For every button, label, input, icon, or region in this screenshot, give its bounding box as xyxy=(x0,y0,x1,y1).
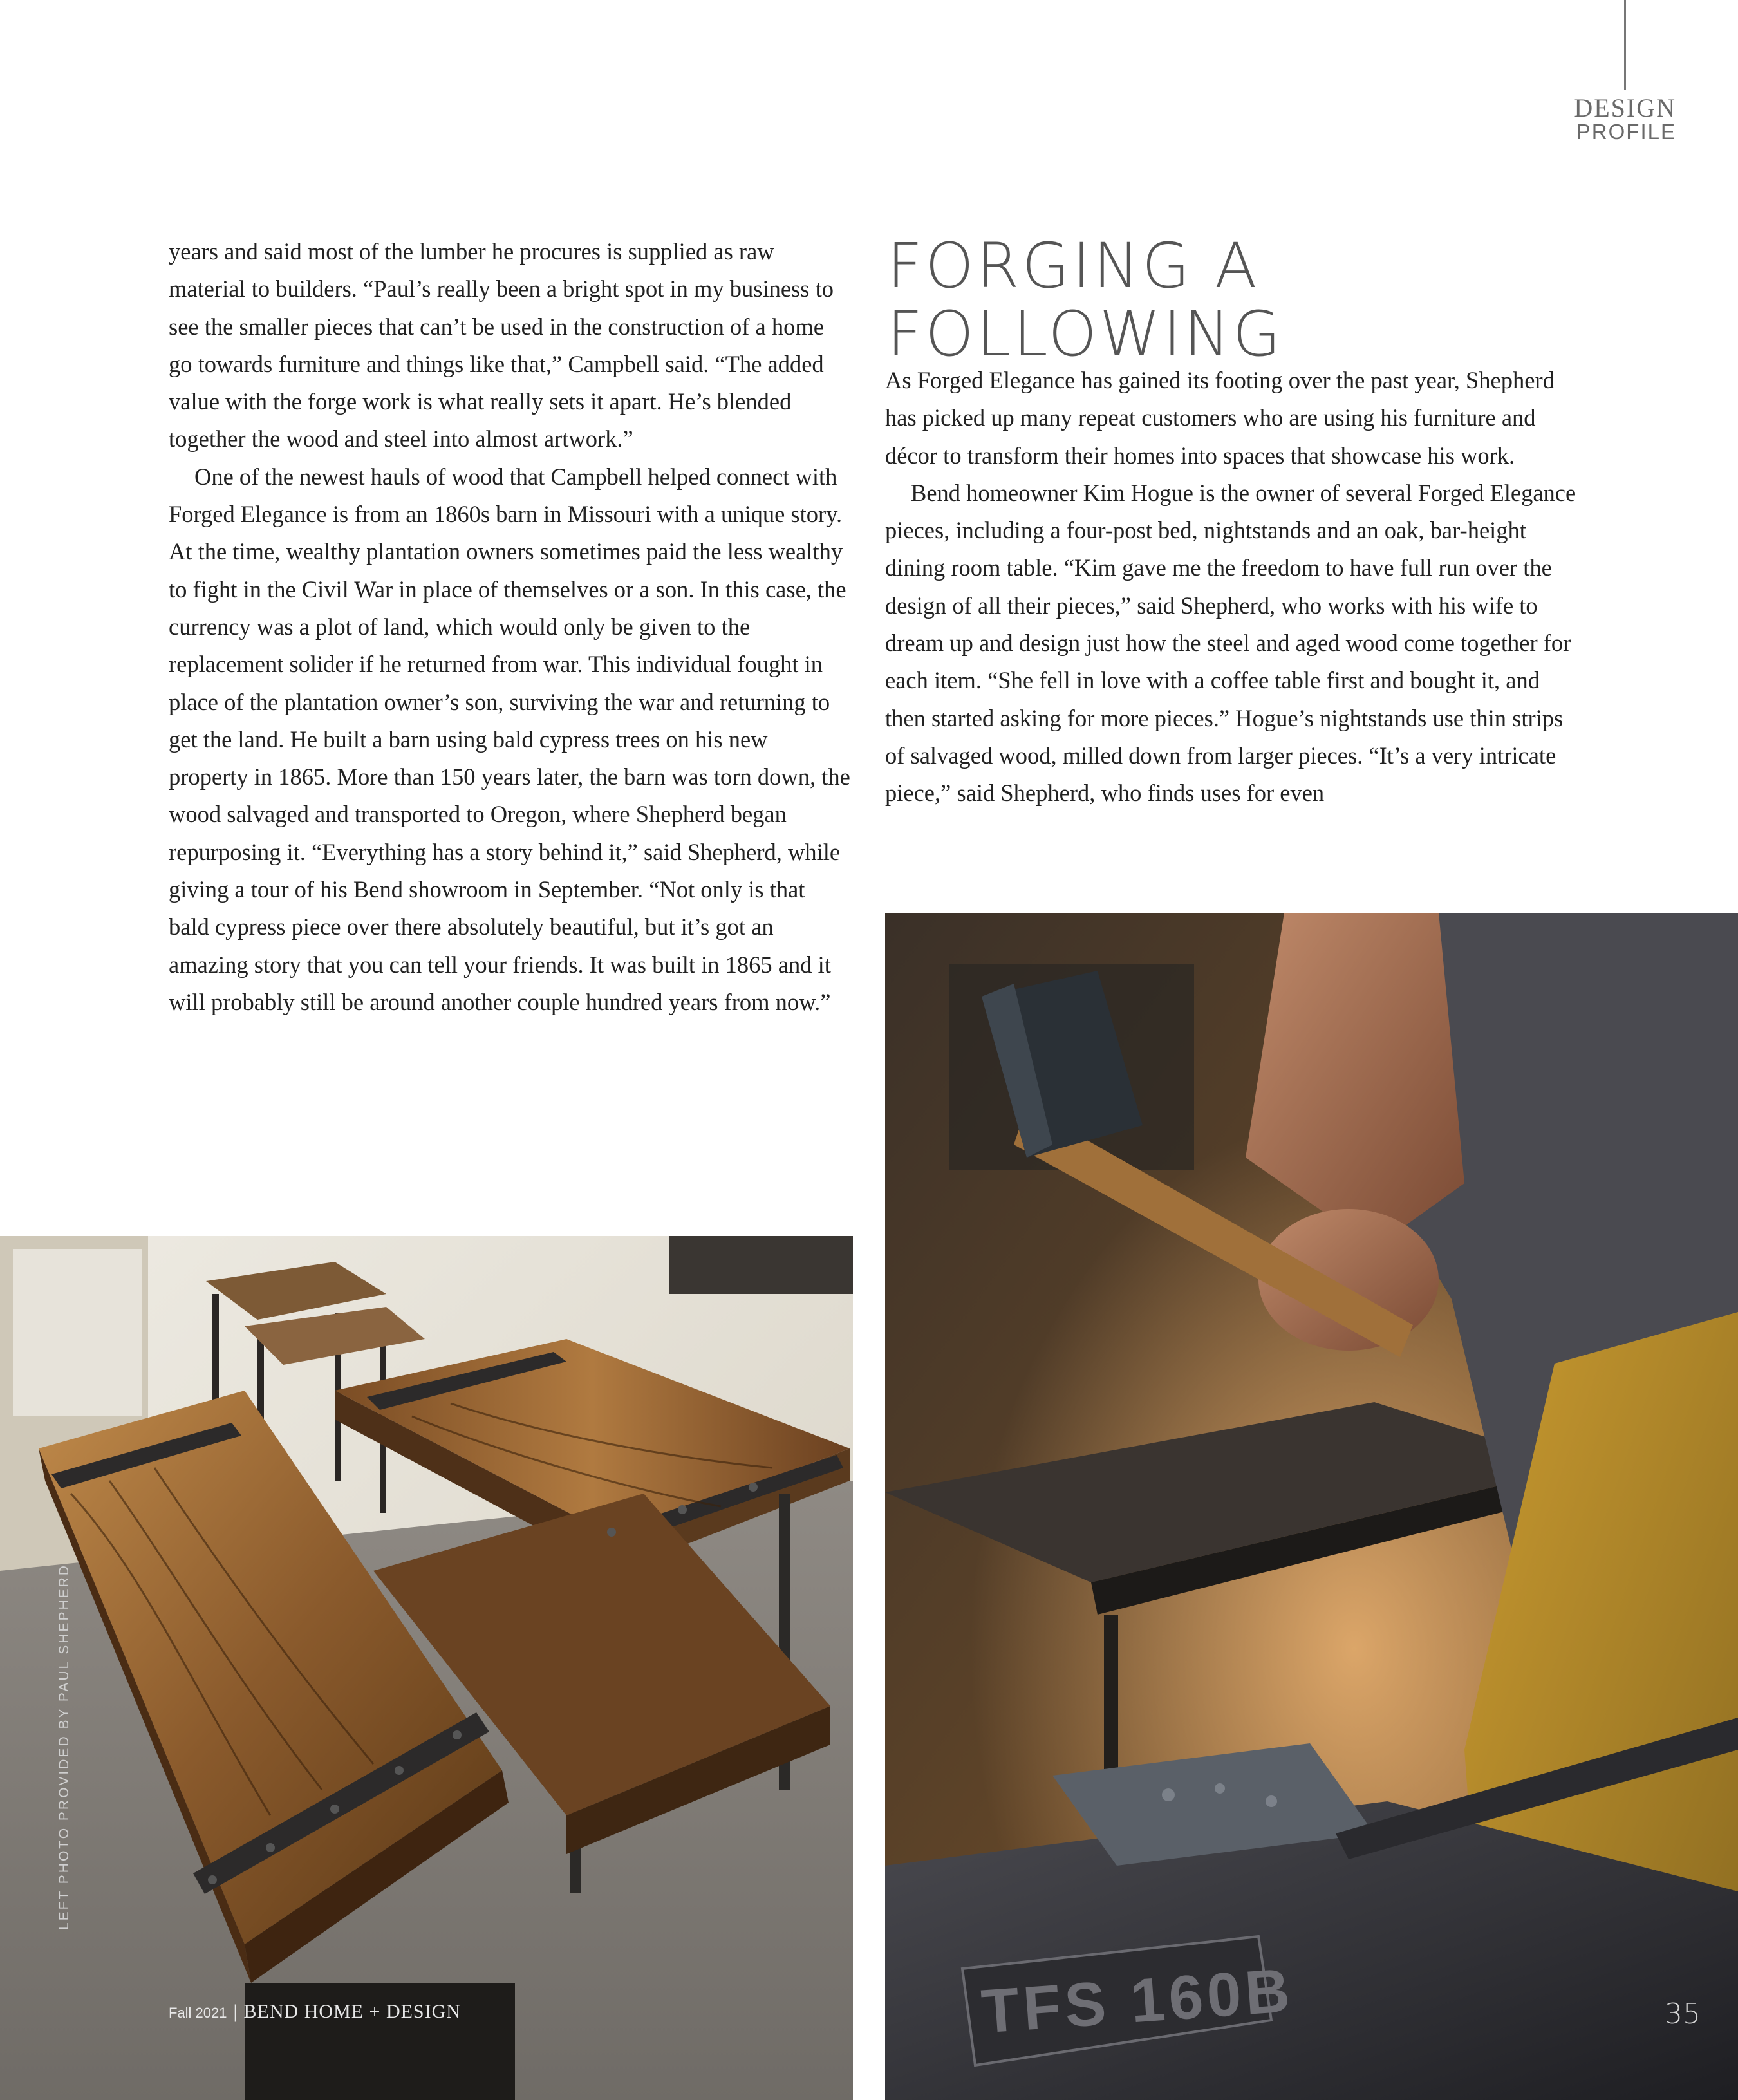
paragraph: One of the newest hauls of wood that Campbell helped connect with Forged Elegance is from an 1860s barn in Missouri with a unique story. At the time, wealthy plantation owners sometimes paid the less wealthy to fight in the Civil War in place of themselves or a son. In this case, the currency was a plot of land, which would only be given to the replacement solider if he returned from war. This individual fought in place of the plantation owner’s son, surviving the war and returning to get the land. He built a barn using bald cypress trees on his new property in 1865. More than 150 years later, the barn was torn down, the wood salvaged and transported to Oregon, where Shepherd began repurposing it. “Everything has a story behind it,” said Shepherd, while giving a tour of his Bend showroom in September. “Not only is that bald cypress piece over there absolutely beautiful, but it’s got an amazing story that you can tell your friends. It was built in 1865 and it will probably still be around another couple hundred years from now.” xyxy=(169,463,850,1015)
section-label xyxy=(1574,95,1676,142)
page-number: 35 xyxy=(1665,1998,1701,2030)
paragraph: Bend homeowner Kim Hogue is the owner of several Forged Elegance pieces, including a four-post bed, nightstands and an oak, bar-height dining room table. “Kim gave me the freedom to have full run over the design of all their pieces,” said Shepherd, who works with his wife to dream up and design just how the steel and aged wood come together for each item. “She fell in love with a coffee table first and bought it, and then started asking for more pieces.” Hogue’s nightstands use thin strips of salvaged wood, milled down from larger pieces. “It’s a very intricate piece,” said Shepherd, who finds uses for even xyxy=(885,479,1576,807)
issue-season: Fall 2021 xyxy=(169,2005,227,2021)
section-label-line2: PROFILE xyxy=(1576,120,1676,144)
right-text-column xyxy=(885,362,1577,812)
blacksmith-photo xyxy=(885,913,1738,2100)
paragraph: As Forged Elegance has gained its footing over the past year, Shepherd has picked up many repeat customers who are using his furniture and décor to transform their homes into spaces that showcase his work. xyxy=(885,367,1555,469)
anvil-marking: TFS 160B xyxy=(979,1955,1296,2047)
magazine-name: BEND HOME + DESIGN xyxy=(243,2001,461,2022)
section-headline xyxy=(887,232,1283,368)
furniture-photo xyxy=(0,1236,853,2100)
footer-separator: | xyxy=(233,2001,238,2022)
photo-credit: LEFT PHOTO PROVIDED BY PAUL SHEPHERD xyxy=(57,1564,71,1930)
left-text-column xyxy=(169,233,851,1021)
top-rule xyxy=(1624,0,1626,90)
furniture-photo-illustration xyxy=(0,1236,853,2100)
headline-line2: FOLLOWING xyxy=(887,298,1284,370)
footer xyxy=(169,2001,461,2023)
section-label-line1: DESIGN xyxy=(1574,93,1676,122)
headline-line1: FORGING A xyxy=(887,230,1260,302)
blacksmith-photo-illustration xyxy=(885,913,1738,2100)
paragraph: years and said most of the lumber he procures is supplied as raw material to builders. “Paul’s really been a bright spot in my business to see the smaller pieces that can’t be used in the construction of a home go towards furniture and things like that,” Campbell said. “The added value with the forge work is what really sets it apart. He’s blended together the wood and steel into almost artwork.” xyxy=(169,238,834,453)
